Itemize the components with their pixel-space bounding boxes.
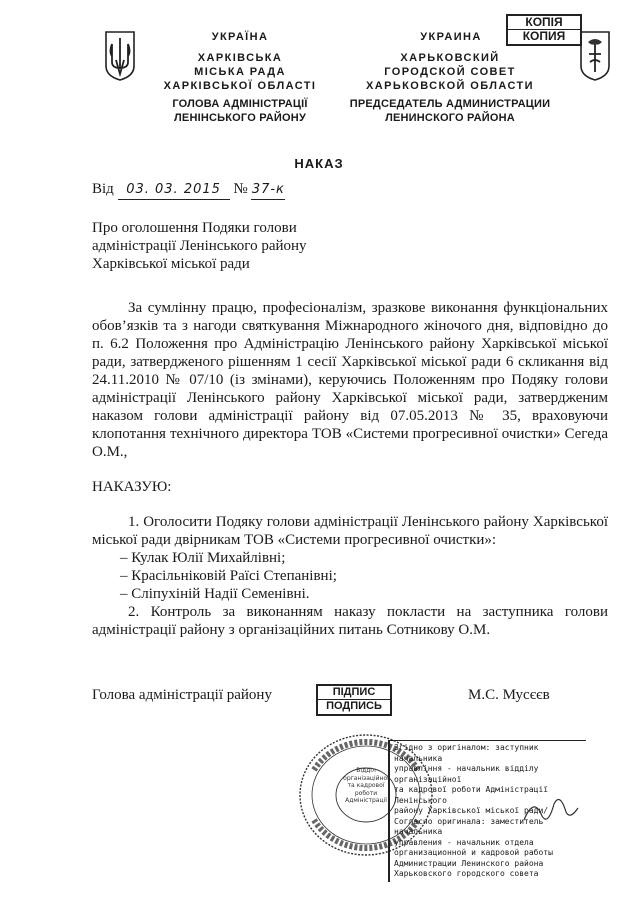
header-right-country: УКРАИНА — [420, 31, 482, 43]
seal-center-text: Відділ організаційної та кадрової роботи Адміністрації — [343, 767, 389, 804]
signature-stamp: ПІДПИС ПОДПИСЬ — [316, 684, 392, 716]
certification-stamp: Згідно з оригіналом: заступник начальника управління - начальник відділу організаційної та кадрової роботи Адміністрації Ленінського району Харківської міської ради/ Согласно оригинала: заместитель начальника управления - начальник отдела организационной и кадровой работы Администрации Ленинского района Харьковского городского совета — [388, 740, 586, 882]
order-word: НАКАЗУЮ: — [92, 479, 172, 495]
header-right-head: ПРЕДСЕДАТЕЛЬ АДМИНИСТРАЦИИ ЛЕНИНСКОГО РАЙОНА — [349, 98, 551, 124]
list-item: – Кулак Юлії Михайлівні; — [120, 550, 286, 566]
number-value: 37-к — [251, 181, 285, 200]
recipients-list — [120, 549, 520, 603]
coat-of-arms-trident-icon — [103, 30, 137, 82]
date-number-line — [92, 180, 492, 200]
handwritten-signature-icon — [520, 790, 580, 830]
date-prefix: Від — [92, 181, 114, 197]
city-emblem-icon — [578, 30, 612, 82]
preamble-paragraph: За сумлінну працю, професіоналізм, зразкове виконання функціональних обов’язків та з нагоди святкування Міжнародного жіночого дня, відповідно до п. 6.2 Положення про Адміністрацію Ленінського району Харківської міської ради, затвердженого рішенням 1 сесії Харківської міської ради 6 скликання від 24.11.2010 № 07/10 (із змінами), керуючись Положенням про Подяку голови адміністрації Ленінського району Харківської міської ради, затвердженим наказом голови адміністрації району від 07.05.2013 № 35, враховуючи клопотання технічного директора ТОВ «Системи прогресивної очистки» Сегеда О.М., — [92, 300, 608, 460]
header-left-council: ХАРКІВСЬКА МІСЬКА РАДА ХАРКІВСЬКОЇ ОБЛАСТІ — [163, 52, 317, 92]
header-left-country: УКРАЇНА — [211, 31, 269, 43]
date-value: 03. 03. 2015 — [118, 181, 230, 200]
order-item-2: 2. Контроль за виконанням наказу покласти на заступника голови адміністрації району з організаційних питань Сотникову О.М. — [92, 604, 608, 638]
list-item: – Красільніковій Раїсі Степанівні; — [120, 568, 337, 584]
list-item: – Сліпухіній Надії Семенівні. — [120, 586, 310, 602]
document-subject: Про оголошення Подяки голови адміністрації Ленінського району Харківської міської ради — [92, 220, 307, 272]
header-right-council: ХАРЬКОВСКИЙ ГОРОДСКОЙ СОВЕТ ХАРЬКОВСКОЙ ОБЛАСТИ — [366, 52, 534, 92]
signatory-name: М.С. Мусєєв — [468, 687, 550, 703]
signatory-position: Голова адміністрації району — [92, 687, 272, 703]
number-prefix: № — [233, 181, 248, 197]
copy-stamp: КОПІЯ КОПИЯ — [506, 14, 582, 46]
order-item-1: 1. Оголосити Подяку голови адміністрації Ленінського району Харківської міської ради двірникам ТОВ «Системи прогресивної очистки»: — [92, 514, 608, 548]
header-left-head: ГОЛОВА АДМІНІСТРАЦІЇ ЛЕНІНСЬКОГО РАЙОНУ — [172, 98, 308, 124]
document-type-title: НАКАЗ — [294, 156, 344, 171]
